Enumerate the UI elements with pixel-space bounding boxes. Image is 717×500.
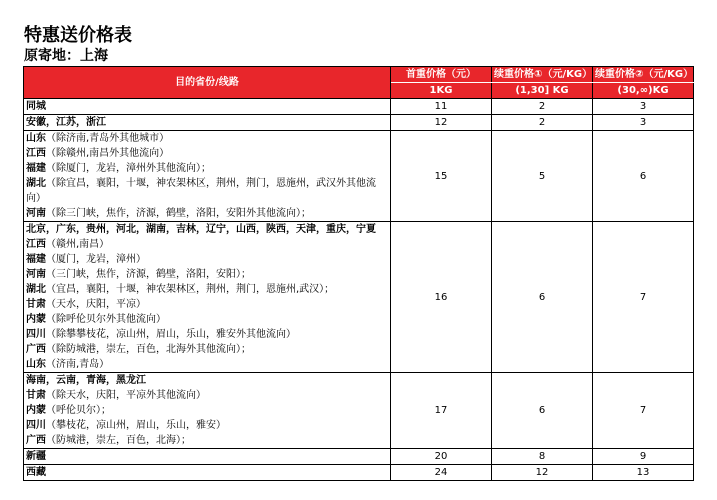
first-weight-price: 20 <box>391 449 492 465</box>
province-name: 福建 <box>26 254 46 265</box>
province-name: 安徽，江苏，浙江 <box>26 117 106 128</box>
route-line <box>26 433 388 448</box>
table-row <box>24 373 694 449</box>
province-name: 内蒙 <box>26 314 46 325</box>
route-line <box>26 342 388 357</box>
province-detail: （除宜昌，襄阳，十堰，神农架林区，荆州，荆门，恩施州，武汉外其他流 <box>46 178 376 189</box>
province-name: 山东 <box>26 359 46 370</box>
route-line <box>26 312 388 327</box>
table-row <box>24 449 694 465</box>
first-weight-price: 12 <box>391 115 492 131</box>
cont-weight-1-price: 5 <box>492 131 593 222</box>
first-weight-price: 16 <box>391 222 492 373</box>
table-row <box>24 99 694 115</box>
header-cont-weight-2-range: (30,∞)KG <box>593 83 694 99</box>
cont-weight-1-price: 2 <box>492 99 593 115</box>
origin-label: 原寄地：上海 <box>24 48 108 64</box>
header-route: 目的省份/线路 <box>24 67 391 99</box>
page-title: 特惠送价格表 <box>24 25 132 46</box>
province-detail: （防城港，崇左，百色，北海）； <box>46 435 191 446</box>
cont-weight-2-price: 3 <box>593 99 694 115</box>
price-table <box>23 66 694 481</box>
route-line <box>26 449 388 464</box>
cont-weight-2-price: 9 <box>593 449 694 465</box>
province-detail: （除三门峡，焦作，济源，鹤壁，洛阳，安阳外其他流向）； <box>46 208 311 219</box>
route-line <box>26 418 388 433</box>
first-weight-price: 17 <box>391 373 492 449</box>
route-line <box>26 297 388 312</box>
province-detail: （除天水，庆阳，平凉外其他流向） <box>46 390 206 401</box>
header-first-weight-unit: 1KG <box>391 83 492 99</box>
cont-weight-2-price: 7 <box>593 373 694 449</box>
route-cell <box>24 465 391 481</box>
cont-weight-1-price: 6 <box>492 222 593 373</box>
route-line <box>26 357 388 372</box>
province-detail: （除厦门，龙岩，漳州外其他流向）； <box>46 163 211 174</box>
route-line <box>26 176 388 191</box>
province-name: 湖北 <box>26 178 46 189</box>
table-row <box>24 115 694 131</box>
route-line <box>26 237 388 252</box>
province-name: 海南，云南，青海，黑龙江 <box>26 375 146 386</box>
province-detail: （除呼伦贝尔外其他流向） <box>46 314 166 325</box>
route-line <box>26 465 388 480</box>
province-detail: （除攀攀枝花，凉山州，眉山，乐山，雅安外其他流向） <box>46 329 296 340</box>
province-detail: （除防城港，崇左，百色，北海外其他流向）； <box>46 344 251 355</box>
province-detail: （呼伦贝尔）； <box>46 405 111 416</box>
province-detail: （攀枝花，凉山州，眉山，乐山，雅安） <box>46 420 226 431</box>
cont-weight-1-price: 6 <box>492 373 593 449</box>
province-name: 甘肃 <box>26 299 46 310</box>
province-name: 河南 <box>26 208 46 219</box>
province-detail: （天水，庆阳，平凉） <box>46 299 146 310</box>
route-line <box>26 206 388 221</box>
province-name: 西藏 <box>26 467 46 478</box>
province-name: 四川 <box>26 329 46 340</box>
province-name: 江西 <box>26 239 46 250</box>
cont-weight-2-price: 3 <box>593 115 694 131</box>
province-detail: （厦门，龙岩，漳州） <box>46 254 146 265</box>
province-name: 河南 <box>26 269 46 280</box>
route-line <box>26 252 388 267</box>
province-detail: （三门峡，焦作，济源，鹤壁，洛阳，安阳）； <box>46 269 251 280</box>
cont-weight-1-price: 2 <box>492 115 593 131</box>
route-line <box>26 267 388 282</box>
province-detail: （济南,青岛） <box>46 359 110 370</box>
province-name: 山东 <box>26 133 46 144</box>
province-name: 湖北 <box>26 284 46 295</box>
route-line <box>26 403 388 418</box>
route-cell <box>24 449 391 465</box>
province-name: 福建 <box>26 163 46 174</box>
table-row <box>24 131 694 222</box>
cont-weight-2-price: 7 <box>593 222 694 373</box>
header-cont-weight-1: 续重价格①（元/KG） <box>492 67 593 83</box>
route-line <box>26 388 388 403</box>
route-line <box>26 327 388 342</box>
route-cell <box>24 222 391 373</box>
cont-weight-2-price: 6 <box>593 131 694 222</box>
route-cell <box>24 99 391 115</box>
route-cell <box>24 373 391 449</box>
route-line <box>26 191 388 206</box>
route-line <box>26 146 388 161</box>
route-line <box>26 131 388 146</box>
province-name: 同城 <box>26 101 46 112</box>
header-cont-weight-1-range: (1,30] KG <box>492 83 593 99</box>
first-weight-price: 11 <box>391 99 492 115</box>
province-detail: （宜昌，襄阳，十堰，神农架林区，荆州，荆门，恩施州,武汉）； <box>46 284 335 295</box>
first-weight-price: 24 <box>391 465 492 481</box>
cont-weight-1-price: 12 <box>492 465 593 481</box>
province-detail: （除济南,青岛外其他城市） <box>46 133 170 144</box>
province-name: 广西 <box>26 344 46 355</box>
province-name: 广西 <box>26 435 46 446</box>
province-name: 内蒙 <box>26 405 46 416</box>
province-detail: （赣州,南昌） <box>46 239 110 250</box>
province-name: 江西 <box>26 148 46 159</box>
table-row <box>24 222 694 373</box>
table-row <box>24 465 694 481</box>
route-line <box>26 282 388 297</box>
cont-weight-2-price: 13 <box>593 465 694 481</box>
province-name: 新疆 <box>26 451 46 462</box>
route-line <box>26 373 388 388</box>
route-line <box>26 115 388 130</box>
province-detail: 向） <box>26 193 46 204</box>
route-cell <box>24 131 391 222</box>
province-name: 四川 <box>26 420 46 431</box>
route-line <box>26 99 388 114</box>
province-name: 北京，广东，贵州，河北，湖南，吉林，辽宁，山西，陕西，天津，重庆，宁夏 <box>26 224 376 235</box>
cont-weight-1-price: 8 <box>492 449 593 465</box>
province-detail: （除赣州,南昌外其他流向） <box>46 148 170 159</box>
header-first-weight: 首重价格（元） <box>391 67 492 83</box>
first-weight-price: 15 <box>391 131 492 222</box>
route-line <box>26 222 388 237</box>
route-cell <box>24 115 391 131</box>
route-line <box>26 161 388 176</box>
province-name: 甘肃 <box>26 390 46 401</box>
header-cont-weight-2: 续重价格②（元/KG） <box>593 67 694 83</box>
